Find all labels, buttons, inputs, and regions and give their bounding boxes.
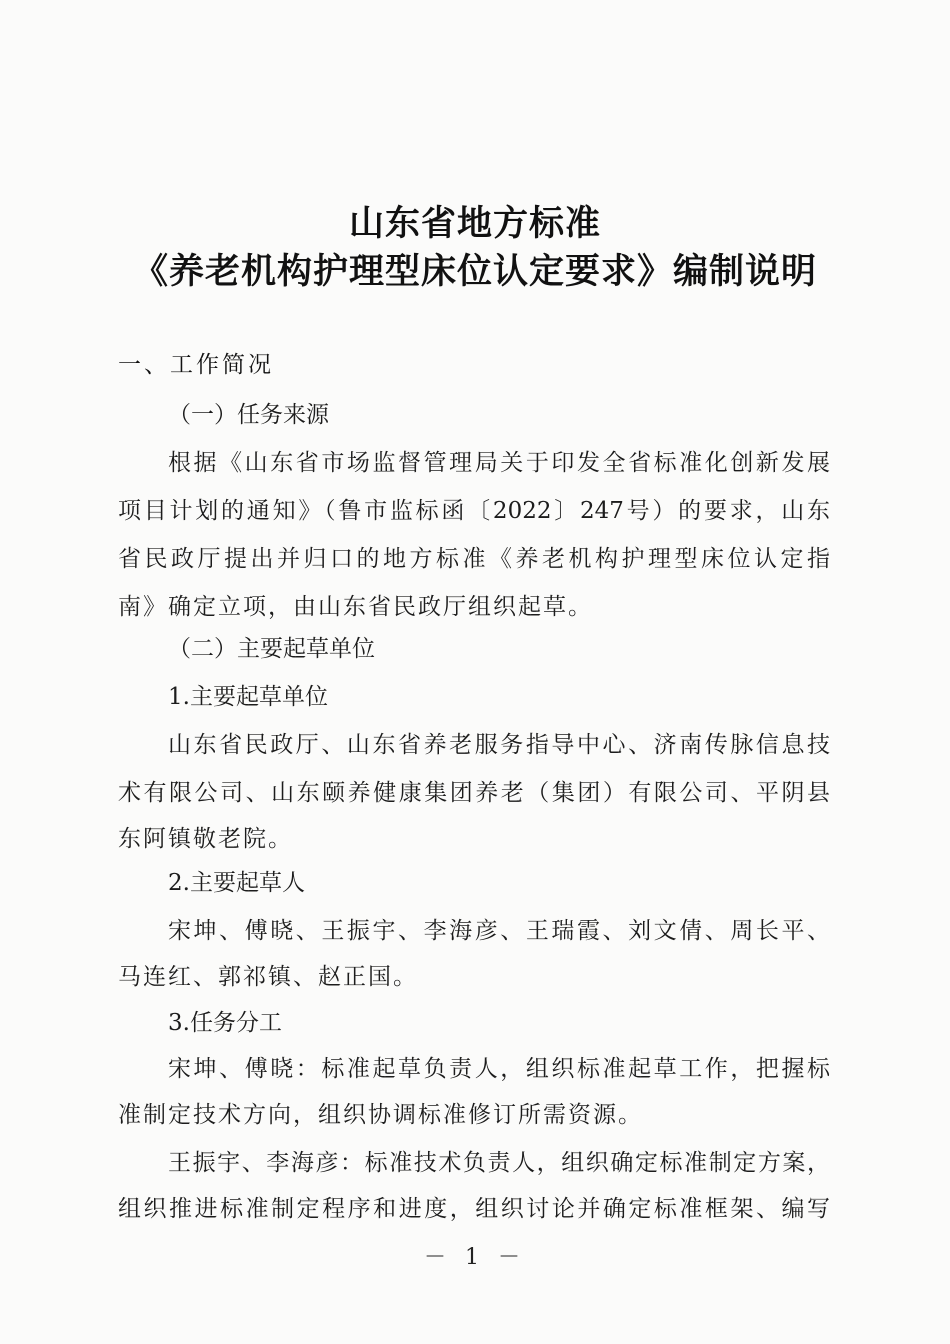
paragraph-line: 山东省民政厅、山东省养老服务指导中心、济南传脉信息技: [168, 732, 830, 758]
paragraph-line: 东阿镇敬老院。: [118, 826, 293, 852]
paragraph-line: 项目计划的通知》（鲁市监标函〔2022〕247号）的要求，山东: [118, 498, 830, 524]
paragraph-line: 宋坤、傅晓：标准起草负责人，组织标准起草工作，把握标: [168, 1056, 830, 1082]
page-number: － 1 －: [424, 1245, 526, 1270]
paragraph-line: 组织推进标准制定程序和进度，组织讨论并确定标准框架、编写: [118, 1196, 830, 1222]
item-heading-task-division: 3.任务分工: [168, 1010, 282, 1036]
document-title-line-1: 山东省地方标准: [348, 203, 601, 244]
paragraph-line: 准制定技术方向，组织协调标准修订所需资源。: [118, 1102, 643, 1128]
paragraph-line: 马连红、郭祁镇、赵正国。: [118, 964, 418, 990]
paragraph-line: 宋坤、傅晓、王振宇、李海彦、王瑞霞、刘文倩、周长平、: [168, 918, 830, 944]
item-heading-main-drafters: 2.主要起草人: [168, 870, 305, 896]
paragraph-line: 王振宇、李海彦：标准技术负责人，组织确定标准制定方案，: [168, 1150, 830, 1176]
section-heading-work-overview: 一、工作简况: [118, 352, 274, 378]
paragraph-line: 南》确定立项，由山东省民政厅组织起草。: [118, 594, 593, 620]
subsection-heading-drafting-units: （二）主要起草单位: [168, 636, 375, 662]
paragraph-line: 省民政厅提出并归口的地方标准《养老机构护理型床位认定指: [118, 546, 830, 572]
item-heading-main-units: 1.主要起草单位: [168, 684, 328, 710]
subsection-heading-task-source: （一）任务来源: [168, 402, 329, 428]
paragraph-line: 术有限公司、山东颐养健康集团养老（集团）有限公司、平阴县: [118, 780, 830, 806]
document-title-line-2: 《养老机构护理型床位认定要求》编制说明: [132, 251, 817, 292]
paragraph-line: 根据《山东省市场监督管理局关于印发全省标准化创新发展: [168, 450, 830, 476]
